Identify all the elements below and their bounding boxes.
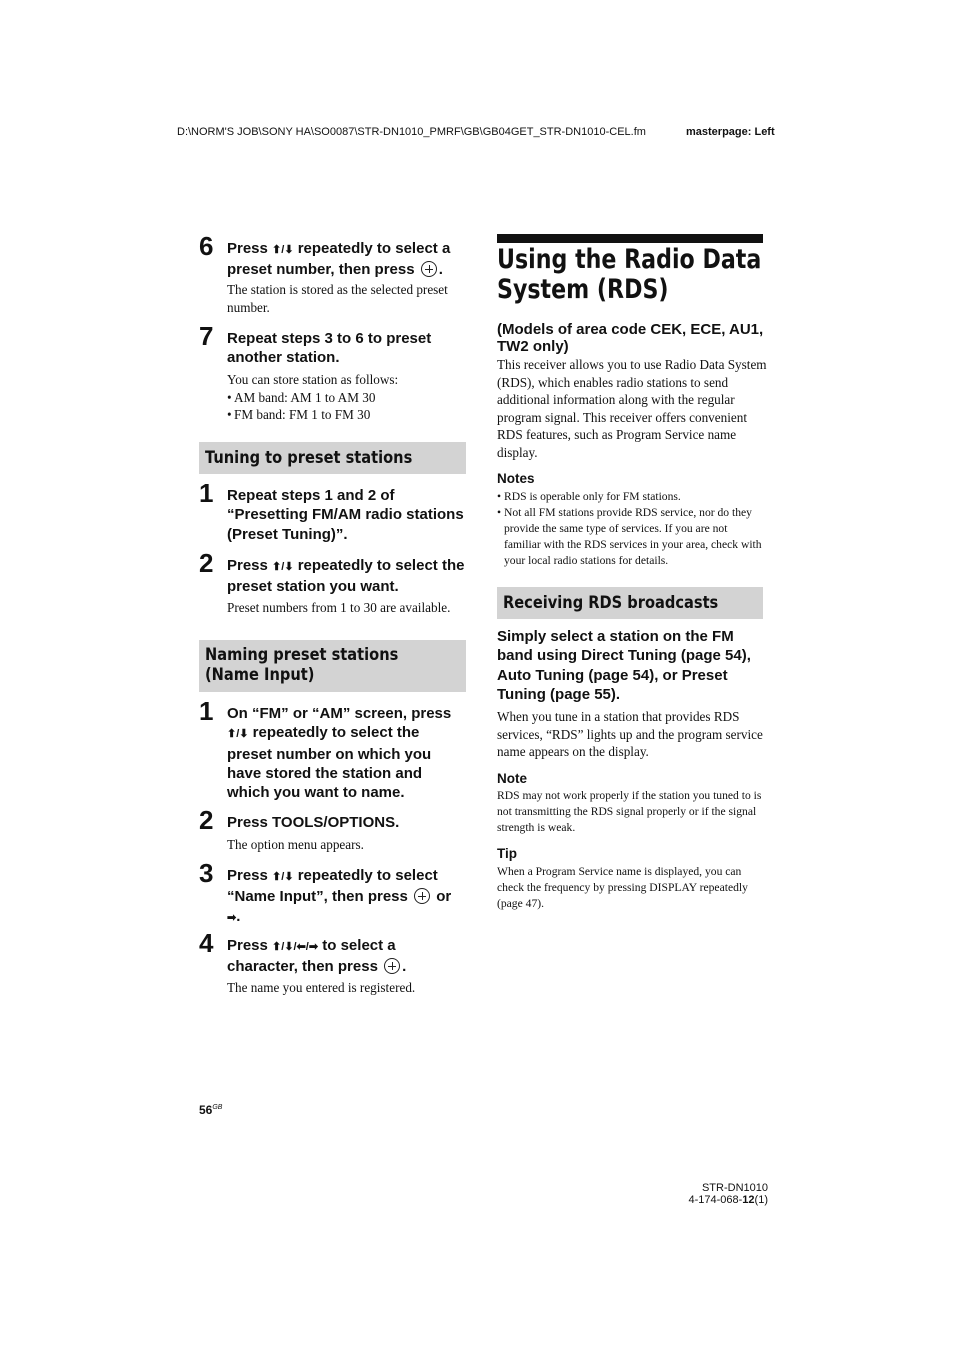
step-heading: Press TOOLS/OPTIONS. (227, 814, 400, 831)
step-number: 2 (199, 805, 214, 835)
step-number: 1 (199, 696, 214, 726)
step-number: 6 (199, 231, 214, 261)
step-number: 2 (199, 548, 214, 578)
file-path: D:\NORM'S JOB\SONY HA\SO0087\STR-DN1010_PMRF\GB\GB04GET_STR-DN1010-CEL.fm (177, 126, 646, 138)
enter-button-icon (421, 261, 437, 277)
step-body: Preset numbers from 1 to 30 are available. (227, 600, 451, 615)
step-body: The option menu appears. (227, 837, 364, 852)
step-body: The name you entered is registered. (227, 980, 416, 995)
tip-heading: Tip (497, 846, 517, 861)
enter-button-icon (384, 958, 400, 974)
up-down-arrow-icon: ⬆/⬇ (227, 728, 249, 741)
list-item: • Not all FM stations provide RDS service, nor do they provide the same type of services. If you are not familiar with the RDS services in your area, check with your local radio stations for details. (497, 505, 765, 569)
list-item: • FM band: FM 1 to FM 30 (227, 406, 469, 424)
up-down-arrow-icon: ⬆/⬇ (272, 561, 294, 573)
step-number: 7 (199, 321, 214, 351)
step-number: 1 (199, 478, 214, 508)
section-body: When you tune in a station that provides RDS services, “RDS” lights up and the program service name appears on the display. (497, 709, 763, 760)
enter-button-icon (414, 888, 430, 904)
step-heading: Repeat steps 3 to 6 to preset another station. (227, 330, 432, 367)
list-item: • AM band: AM 1 to AM 30 (227, 389, 469, 407)
note-text: RDS may not work properly if the station you tuned to is not transmitting the RDS signal properly or if the signal strength is weak. (497, 789, 762, 834)
title-rule (497, 234, 763, 243)
step-number: 3 (199, 858, 214, 888)
masterpage-label: masterpage: Left (686, 126, 775, 138)
four-way-arrow-icon: ⬆/⬇/⬅/➡ (272, 941, 319, 953)
step-body: The station is stored as the selected preset number. (227, 282, 448, 315)
step-heading: On “FM” or “AM” screen, press ⬆/⬇ repeatedly to select the preset number on which you have stored the station and which you want to name. (227, 705, 452, 802)
section-lead: Simply select a station on the FM band using Direct Tuning (page 54), Auto Tuning (page 54), or Preset Tuning (page 55). (497, 628, 751, 703)
step-heading: Press ⬆/⬇ repeatedly to select “Name Input”, then press or ➡. (227, 867, 452, 925)
section-heading: Naming preset stations (Name Input) (199, 640, 466, 692)
up-down-arrow-icon: ⬆/⬇ (272, 244, 294, 256)
note-heading: Note (497, 771, 527, 786)
right-arrow-icon: ➡ (227, 911, 237, 924)
intro-paragraph: This receiver allows you to use Radio Data System (RDS), which enables radio stations to send additional information along with the regular program signal. This receiver offers convenient RDS features, such as Program Service name display. (497, 357, 767, 460)
step-heading: Press ⬆/⬇ repeatedly to select the preset station you want. (227, 557, 465, 596)
page-title: Using the Radio Data System (RDS) (497, 244, 762, 305)
page-number: $56^{GB}$ (199, 1103, 223, 1117)
step-number: 4 (199, 928, 214, 958)
model-code: STR-DN1010 4-174-068-12(1) (688, 1182, 768, 1206)
section-heading: Receiving RDS broadcasts (497, 587, 763, 619)
step-heading: Press ⬆/⬇/⬅/➡ to select a character, then press . (227, 937, 407, 976)
step-heading: Repeat steps 1 and 2 of “Presetting FM/AM radio stations (Preset Tuning)”. (227, 487, 464, 543)
notes-heading: Notes (497, 471, 535, 486)
notes-list (497, 489, 765, 569)
list-item: • RDS is operable only for FM stations. (497, 489, 765, 505)
step-body: You can store station as follows: • AM band: AM 1 to AM 30 • FM band: FM 1 to FM 30 (227, 371, 469, 424)
tip-text: When a Program Service name is displayed, you can check the frequency by pressing DISPLAY repeatedly (page 47). (497, 865, 748, 910)
step-heading: Press ⬆/⬇ repeatedly to select a preset number, then press . (227, 240, 451, 279)
up-down-arrow-icon: ⬆/⬇ (272, 871, 294, 883)
section-heading: Tuning to preset stations (199, 442, 466, 474)
subtitle: (Models of area code CEK, ECE, AU1, TW2 only) (497, 321, 764, 355)
